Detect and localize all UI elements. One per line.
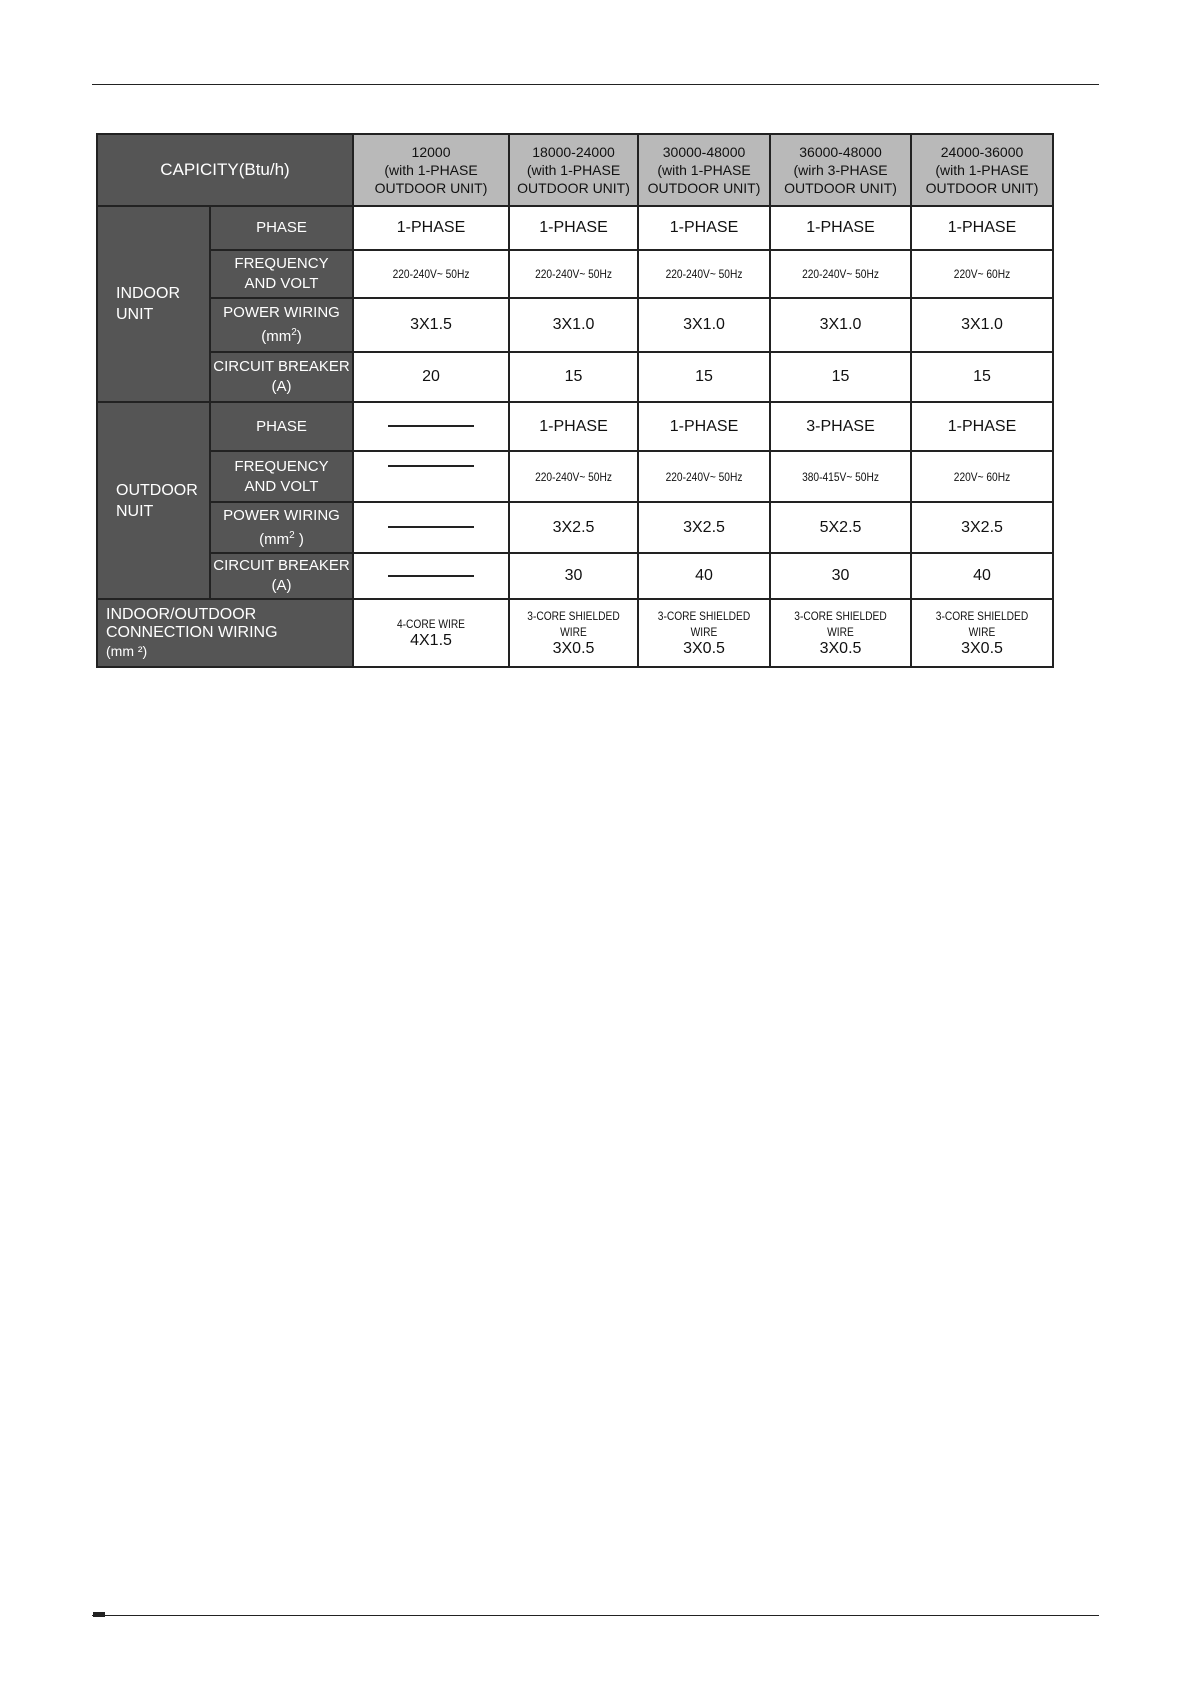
indoor-freq-row <box>97 250 1053 298</box>
indoor-phase-row <box>97 206 1053 250</box>
power-wiring-label <box>210 502 353 553</box>
indoor-power-cell: 3X1.0 <box>638 298 770 352</box>
label-line: AND VOLT <box>244 275 319 292</box>
capacity-note: (with 1-PHASE <box>657 162 751 178</box>
outdoor-power-cell: 3X2.5 <box>638 502 770 553</box>
outdoor-freq-cell: 220V~ 60Hz <box>922 451 1043 502</box>
connection-wiring-row <box>97 599 1053 667</box>
capacity-value: 36000-48000 <box>799 144 882 160</box>
capacity-note: (with 1-PHASE <box>526 162 621 178</box>
wire-type: 4-CORE WIRE <box>397 617 466 631</box>
wire-size: 3X0.5 <box>552 640 595 657</box>
indoor-power-cell: 3X1.0 <box>911 298 1053 352</box>
capacity-note: OUTDOOR UNIT) <box>374 180 488 196</box>
label-line: CIRCUIT BREAKER <box>213 358 350 375</box>
indoor-freq-cell: 220-240V~ 50Hz <box>519 250 629 298</box>
capacity-value: 18000-24000 <box>532 144 615 160</box>
header-row <box>97 134 1053 206</box>
indoor-breaker-cell: 15 <box>911 352 1053 402</box>
capacity-value: 12000 <box>411 144 451 160</box>
capacity-col-3 <box>638 134 770 206</box>
indoor-freq-cell: 220-240V~ 50Hz <box>648 250 760 298</box>
outdoor-phase-cell: 1-PHASE <box>638 402 770 451</box>
capacity-note: (with 1-PHASE <box>384 162 478 178</box>
capacity-col-4 <box>770 134 911 206</box>
label-line: ($mm^2$ ) <box>259 529 304 548</box>
outdoor-phase-cell <box>353 402 509 451</box>
capacity-value: 24000-36000 <box>940 144 1024 160</box>
outdoor-freq-row <box>97 451 1053 502</box>
indoor-phase-cell: 1-PHASE <box>509 206 638 250</box>
label-line: (mm ²) <box>106 643 148 659</box>
connection-cell <box>638 599 770 667</box>
outdoor-freq-cell <box>353 451 509 502</box>
frequency-volt-label <box>210 250 353 298</box>
group-label-line: INDOOR <box>116 285 180 302</box>
label-line: (A) <box>271 378 292 395</box>
indoor-phase-cell: 1-PHASE <box>911 206 1053 250</box>
label-line: FREQUENCY <box>234 255 329 272</box>
capacity-col-1 <box>353 134 509 206</box>
phase-label: PHASE <box>210 402 353 451</box>
frequency-volt-label <box>210 451 353 502</box>
circuit-breaker-label <box>210 553 353 599</box>
capacity-note: (wirh 3-PHASE <box>793 162 888 178</box>
label-line: CIRCUIT BREAKER <box>213 557 350 574</box>
indoor-breaker-row <box>97 352 1053 402</box>
outdoor-breaker-cell: 40 <box>638 553 770 599</box>
indoor-phase-cell: 1-PHASE <box>353 206 509 250</box>
group-label-line: NUIT <box>116 502 154 520</box>
label-line: POWER WIRING <box>223 506 340 524</box>
indoor-freq-cell: 220-240V~ 50Hz <box>365 250 498 298</box>
outdoor-breaker-cell: 30 <box>509 553 638 599</box>
capacity-col-5 <box>911 134 1053 206</box>
indoor-power-row <box>97 298 1053 352</box>
outdoor-power-row <box>97 502 1053 553</box>
indoor-power-cell: 3X1.5 <box>353 298 509 352</box>
group-label-line: OUTDOOR <box>116 481 198 499</box>
outdoor-phase-cell: 1-PHASE <box>911 402 1053 451</box>
not-applicable-dash <box>388 425 474 427</box>
wiring-spec-table <box>96 133 1054 668</box>
wire-size: 4X1.5 <box>410 632 452 649</box>
outdoor-breaker-cell: 30 <box>770 553 911 599</box>
wire-type: 3-CORE SHIELDED WIRE <box>935 609 1029 639</box>
connection-cell <box>770 599 911 667</box>
label-line: POWER WIRING <box>223 304 340 321</box>
capacity-note: OUTDOOR UNIT) <box>925 180 1039 196</box>
indoor-breaker-cell: 15 <box>770 352 911 402</box>
connection-cell <box>509 599 638 667</box>
label-line: $(mm^2)$ <box>261 327 302 345</box>
indoor-power-cell: 3X1.0 <box>509 298 638 352</box>
outdoor-breaker-cell <box>353 553 509 599</box>
outdoor-phase-row <box>97 402 1053 451</box>
capacity-note: (with 1-PHASE <box>935 162 1029 178</box>
not-applicable-dash <box>388 575 474 577</box>
wire-type: 3-CORE SHIELDED WIRE <box>794 609 887 639</box>
wire-type: 3-CORE SHIELDED WIRE <box>657 609 751 639</box>
not-applicable-dash <box>388 526 474 528</box>
outdoor-power-cell: 3X2.5 <box>911 502 1053 553</box>
capacity-label: CAPICITY(Btu/h) <box>97 134 353 206</box>
outdoor-phase-cell: 3-PHASE <box>770 402 911 451</box>
group-label-line: UNIT <box>116 306 154 323</box>
wire-size: 3X0.5 <box>961 640 1003 657</box>
outdoor-freq-cell: 220-240V~ 50Hz <box>648 451 760 502</box>
outdoor-power-cell: 3X2.5 <box>509 502 638 553</box>
connection-cell <box>911 599 1053 667</box>
phase-label: PHASE <box>210 206 353 250</box>
label-line: CONNECTION WIRING <box>106 624 278 641</box>
indoor-phase-cell: 1-PHASE <box>770 206 911 250</box>
indoor-breaker-cell: 15 <box>509 352 638 402</box>
connection-wiring-label <box>97 599 353 667</box>
indoor-freq-cell: 220-240V~ 50Hz <box>781 250 901 298</box>
capacity-note: OUTDOOR UNIT) <box>784 180 897 196</box>
footer-rule <box>92 1615 1099 1616</box>
wire-size: 3X0.5 <box>683 640 725 657</box>
capacity-value: 30000-48000 <box>662 144 746 160</box>
outdoor-unit-label <box>97 402 210 599</box>
outdoor-breaker-row <box>97 553 1053 599</box>
power-wiring-label <box>210 298 353 352</box>
label-line: AND VOLT <box>244 477 319 495</box>
label-line: (A) <box>271 577 292 594</box>
label-line: INDOOR/OUTDOOR <box>106 606 257 623</box>
outdoor-freq-cell: 220-240V~ 50Hz <box>519 451 629 502</box>
label-line: FREQUENCY <box>234 457 329 475</box>
capacity-note: OUTDOOR UNIT) <box>517 180 630 196</box>
indoor-freq-cell: 220V~ 60Hz <box>922 250 1043 298</box>
circuit-breaker-label <box>210 352 353 402</box>
wire-type: 3-CORE SHIELDED WIRE <box>527 609 620 639</box>
outdoor-phase-cell: 1-PHASE <box>509 402 638 451</box>
capacity-col-2 <box>509 134 638 206</box>
wire-size: 3X0.5 <box>819 640 862 657</box>
connection-cell <box>353 599 509 667</box>
capacity-note: OUTDOOR UNIT) <box>647 180 761 196</box>
indoor-breaker-cell: 20 <box>353 352 509 402</box>
outdoor-power-cell <box>353 502 509 553</box>
header-rule <box>92 84 1099 85</box>
indoor-breaker-cell: 15 <box>638 352 770 402</box>
outdoor-power-cell: 5X2.5 <box>770 502 911 553</box>
outdoor-freq-cell: 380-415V~ 50Hz <box>781 451 901 502</box>
outdoor-breaker-cell: 40 <box>911 553 1053 599</box>
indoor-power-cell: 3X1.0 <box>770 298 911 352</box>
not-applicable-dash <box>388 465 474 467</box>
indoor-phase-cell: 1-PHASE <box>638 206 770 250</box>
indoor-unit-label <box>97 206 210 402</box>
